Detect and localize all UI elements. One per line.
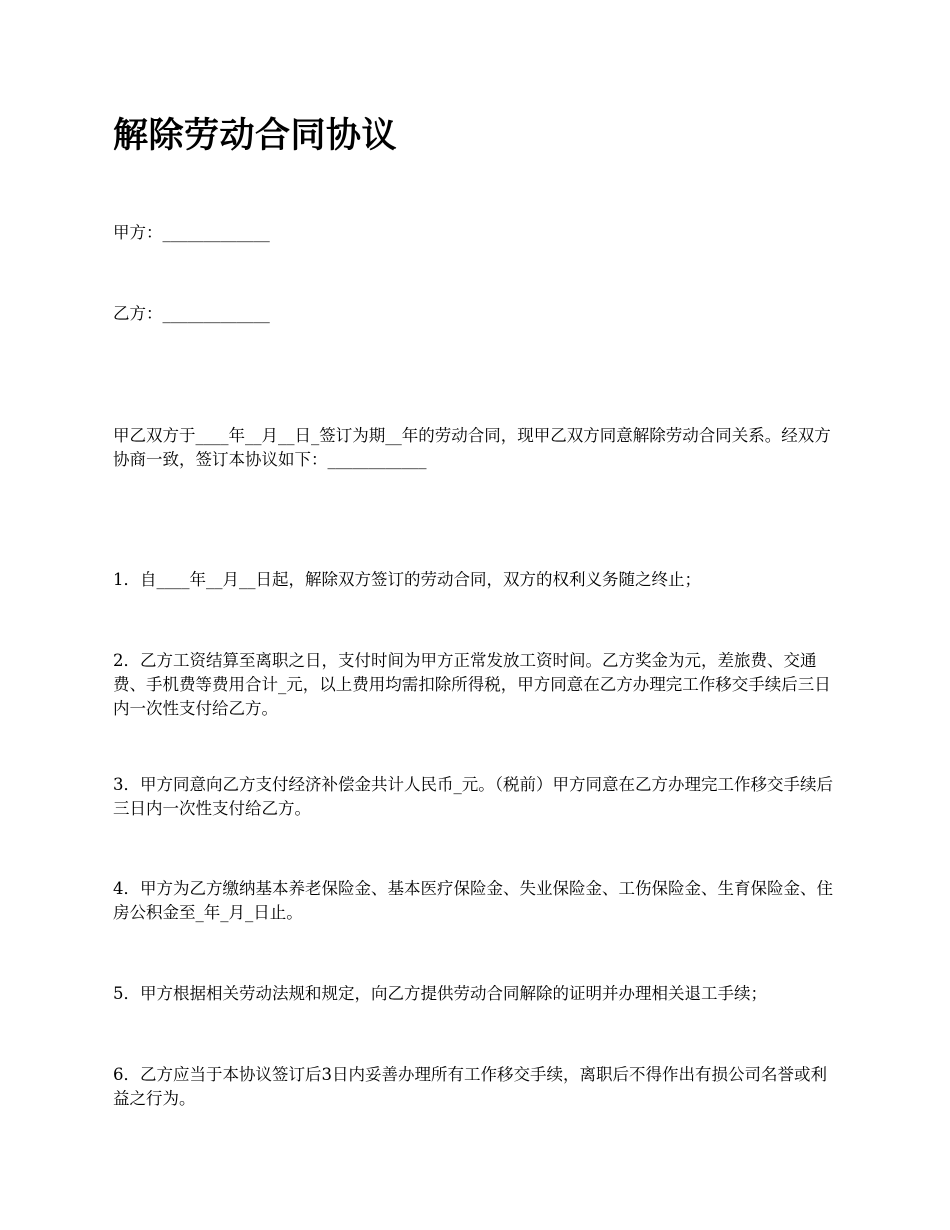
clause-5: 5．甲方根据相关劳动法规和规定，向乙方提供劳动合同解除的证明并办理相关退工手续；	[113, 984, 767, 1003]
party-a-line: 甲方：_____________	[113, 223, 270, 242]
clause-2: 2．乙方工资结算至离职之日，支付时间为甲方正常发放工资时间。乙方奖金为元，差旅费、交通费、手机费等费用合计_元，以上费用均需扣除所得税，甲方同意在乙方办理完工作移交手续后三日内一次性支付给乙方。	[113, 651, 831, 718]
clause-4: 4．甲方为乙方缴纳基本养老保险金、基本医疗保险金、失业保险金、工伤保险金、生育保险金、住房公积金至_年_月_日止。	[113, 879, 833, 922]
clause-1: 1．自____年__月__日起，解除双方签订的劳动合同，双方的权利义务随之终止；	[113, 570, 701, 589]
document-title: 解除劳动合同协议	[113, 116, 398, 156]
clause-3: 3．甲方同意向乙方支付经济补偿金共计人民币_元。（税前）甲方同意在乙方办理完工作移交手续后三日内一次性支付给乙方。	[113, 775, 833, 818]
party-b-line: 乙方：_____________	[113, 304, 270, 323]
intro-paragraph: 甲乙双方于____年__月__日_签订为期__年的劳动合同，现甲乙双方同意解除劳动合同关系。经双方协商一致，签订本协议如下：____________	[113, 426, 831, 469]
clause-6: 6．乙方应当于本协议签订后3日内妥善办理所有工作移交手续，离职后不得作出有损公司名誉或利益之行为。	[113, 1065, 827, 1108]
